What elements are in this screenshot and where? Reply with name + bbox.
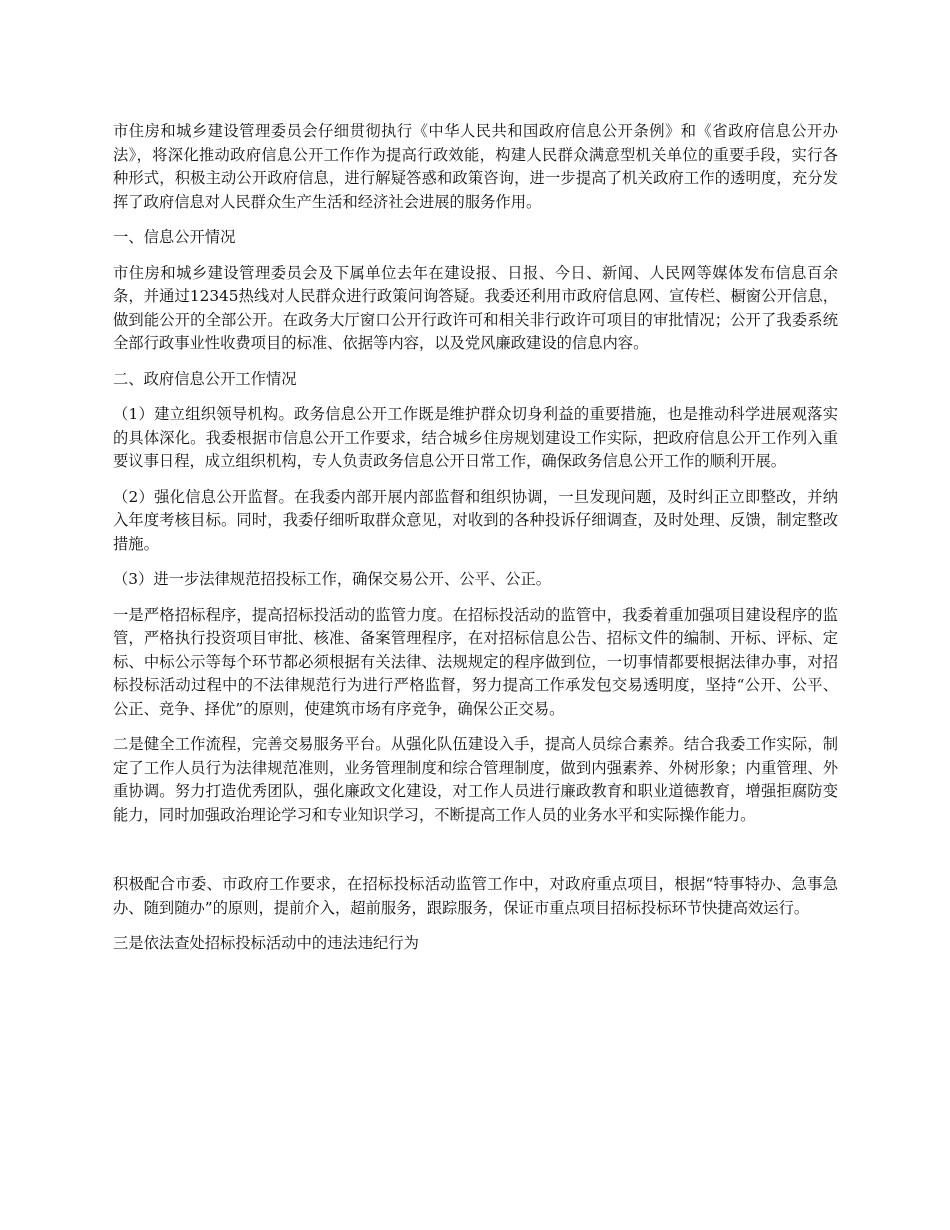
item-3-paragraph: （3）进一步法律规范招投标工作，确保交易公开、公平、公正。 [113,570,552,588]
item-1-paragraph: （1）建立组织领导机构。政务信息公开工作既是维护群众切身利益的重要措施，也是推动科学进展观落实的具体深化。我委根据市信息公开工作要求，结合城乡住房规划建设工作实际，把政府信息公开工作列入重要议事日程，成立组织机构，专人负责政务信息公开日常工作，确保政务信息公开工作的顺利开展。 [113,405,838,470]
section-heading-info-disclosure: 一、信息公开情况 [113,228,236,246]
point-one-paragraph: 一是严格招标程序，提高招标投活动的监管力度。在招标投活动的监管中，我委着重加强项目建设程序的监管，严格执行投资项目审批、核准、备案管理程序，在对招标信息公告、招标文件的编制、开标、评标、定标、中标公示等每个环节都必须根据有关法律、法规规定的程序做到位，一切事情都要根据法律办事，对招标投标活动过程中的不法律规范行为进行严格监督，努力提高工作承发包交易透明度，坚持“公开、公平、公正、竞争、择优”的原则，使建筑市场有序竞争，确保公正交易。 [113,605,838,718]
blank-gap [113,839,838,873]
item-2-paragraph: （2）强化信息公开监督。在我委内部开展内部监督和组织协调，一旦发现问题，及时纠正立即整改，并纳入年度考核目标。同时，我委仔细听取群众意见，对收到的各种投诉仔细调查，及时处理、反馈，制定整改措施。 [113,487,838,553]
info-disclosure-paragraph: 市住房和城乡建设管理委员会及下属单位去年在建设报、日报、今日、新闻、人民网等媒体发布信息百余条，并通过12345热线对人民群众进行政策问询答疑。我委还利用市政府信息网、宣传栏、橱窗公开信息，做到能公开的全部公开。在政务大厅窗口公开行政许可和相关非行政许可项目的审批情况；公开了我委系统全部行政事业性收费项目的标准、依据等内容，以及党风廉政建设的信息内容。 [113,263,838,352]
point-three-paragraph: 三是依法查处招标投标活动中的违法违纪行为 [113,934,419,952]
intro-paragraph: 市住房和城乡建设管理委员会仔细贯彻执行《中华人民共和国政府信息公开条例》和《省政府信息公开办法》，将深化推动政府信息公开工作作为提高行政效能，构建人民群众满意型机关单位的重要手段，实行各种形式，积极主动公开政府信息，进行解疑答惑和政策咨询，进一步提高了机关政府工作的透明度，充分发挥了政府信息对人民群众生产生活和经济社会进展的服务作用。 [113,122,838,211]
cooperation-paragraph: 积极配合市委、市政府工作要求，在招标投标活动监管工作中，对政府重点项目，根据“特事特办、急事急办、随到随办”的原则，提前介入，超前服务，跟踪服务，保证市重点项目招标投标环节快捷高效运行。 [113,875,838,917]
document-body [113,120,838,968]
section-heading-work-status: 二、政府信息公开工作情况 [113,369,297,388]
point-two-paragraph: 二是健全工作流程，完善交易服务平台。从强化队伍建设入手，提高人员综合素养。结合我委工作实际，制定了工作人员行为法律规范准则，业务管理制度和综合管理制度，做到内强素养、外树形象；内重管理、外重协调。努力打造优秀团队，强化廉政文化建设，对工作人员进行廉政教育和职业道德教育，增强拒腐防变能力，同时加强政治理论学习和专业知识学习，不断提高工作人员的业务水平和实际操作能力。 [113,735,838,824]
